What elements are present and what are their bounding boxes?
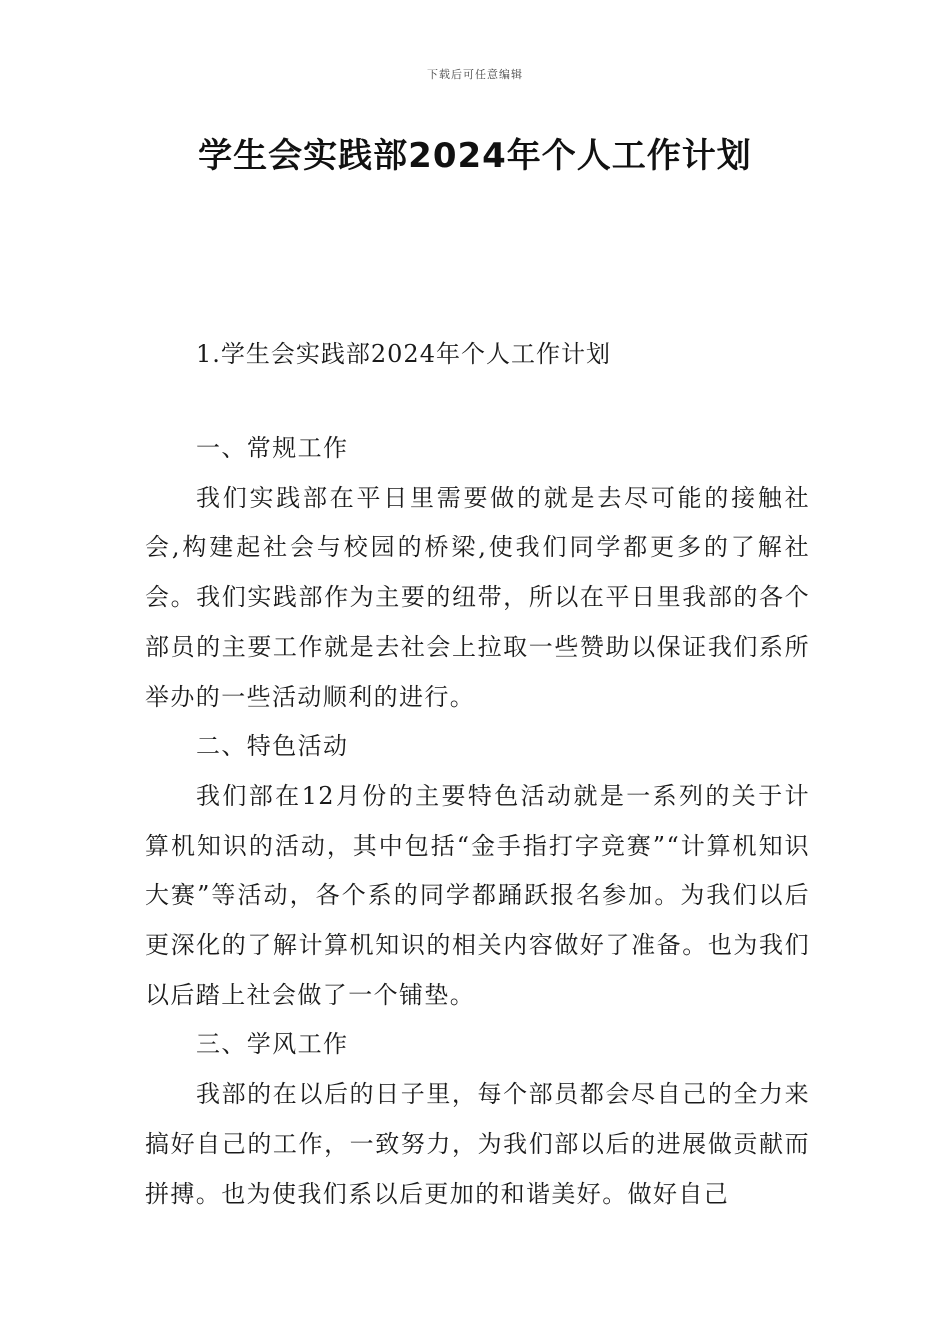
section-heading-regular-work: 一、常规工作 bbox=[196, 434, 349, 462]
section-heading-special-activities: 二、特色活动 bbox=[196, 732, 349, 761]
header-note: 下载后可任意编辑 bbox=[427, 68, 523, 81]
paragraph-study-style: 我部的在以后的日子里，每个部员都会尽自己的全力来搞好自己的工作，一致努力，为我们部以后的进展做贡献而拼搏。也为使我们系以后更加的和谐美好。做好自己 bbox=[145, 1080, 810, 1208]
document-body bbox=[145, 424, 810, 1219]
paragraph-special-activities: 我们部在12月份的主要特色活动就是一系列的关于计算机知识的活动，其中包括“金手指打字竞赛”“计算机知识大赛”等活动，各个系的同学都踊跃报名参加。为我们以后更深化的了解计算机知识的相关内容做好了准备。也为我们以后踏上社会做了一个铺垫。 bbox=[145, 781, 810, 1009]
document-title: 学生会实践部2024年个人工作计划 bbox=[198, 136, 752, 176]
paragraph-regular-work: 我们实践部在平日里需要做的就是去尽可能的接触社会,构建起社会与校园的桥梁,使我们同学都更多的了解社会。我们实践部作为主要的纽带，所以在平日里我部的各个部员的主要工作就是去社会上拉取一些赞助以保证我们系所举办的一些活动顺利的进行。 bbox=[145, 483, 810, 711]
item-heading: 1.学生会实践部2024年个人工作计划 bbox=[196, 340, 611, 368]
section-heading-study-style: 三、学风工作 bbox=[196, 1030, 349, 1059]
